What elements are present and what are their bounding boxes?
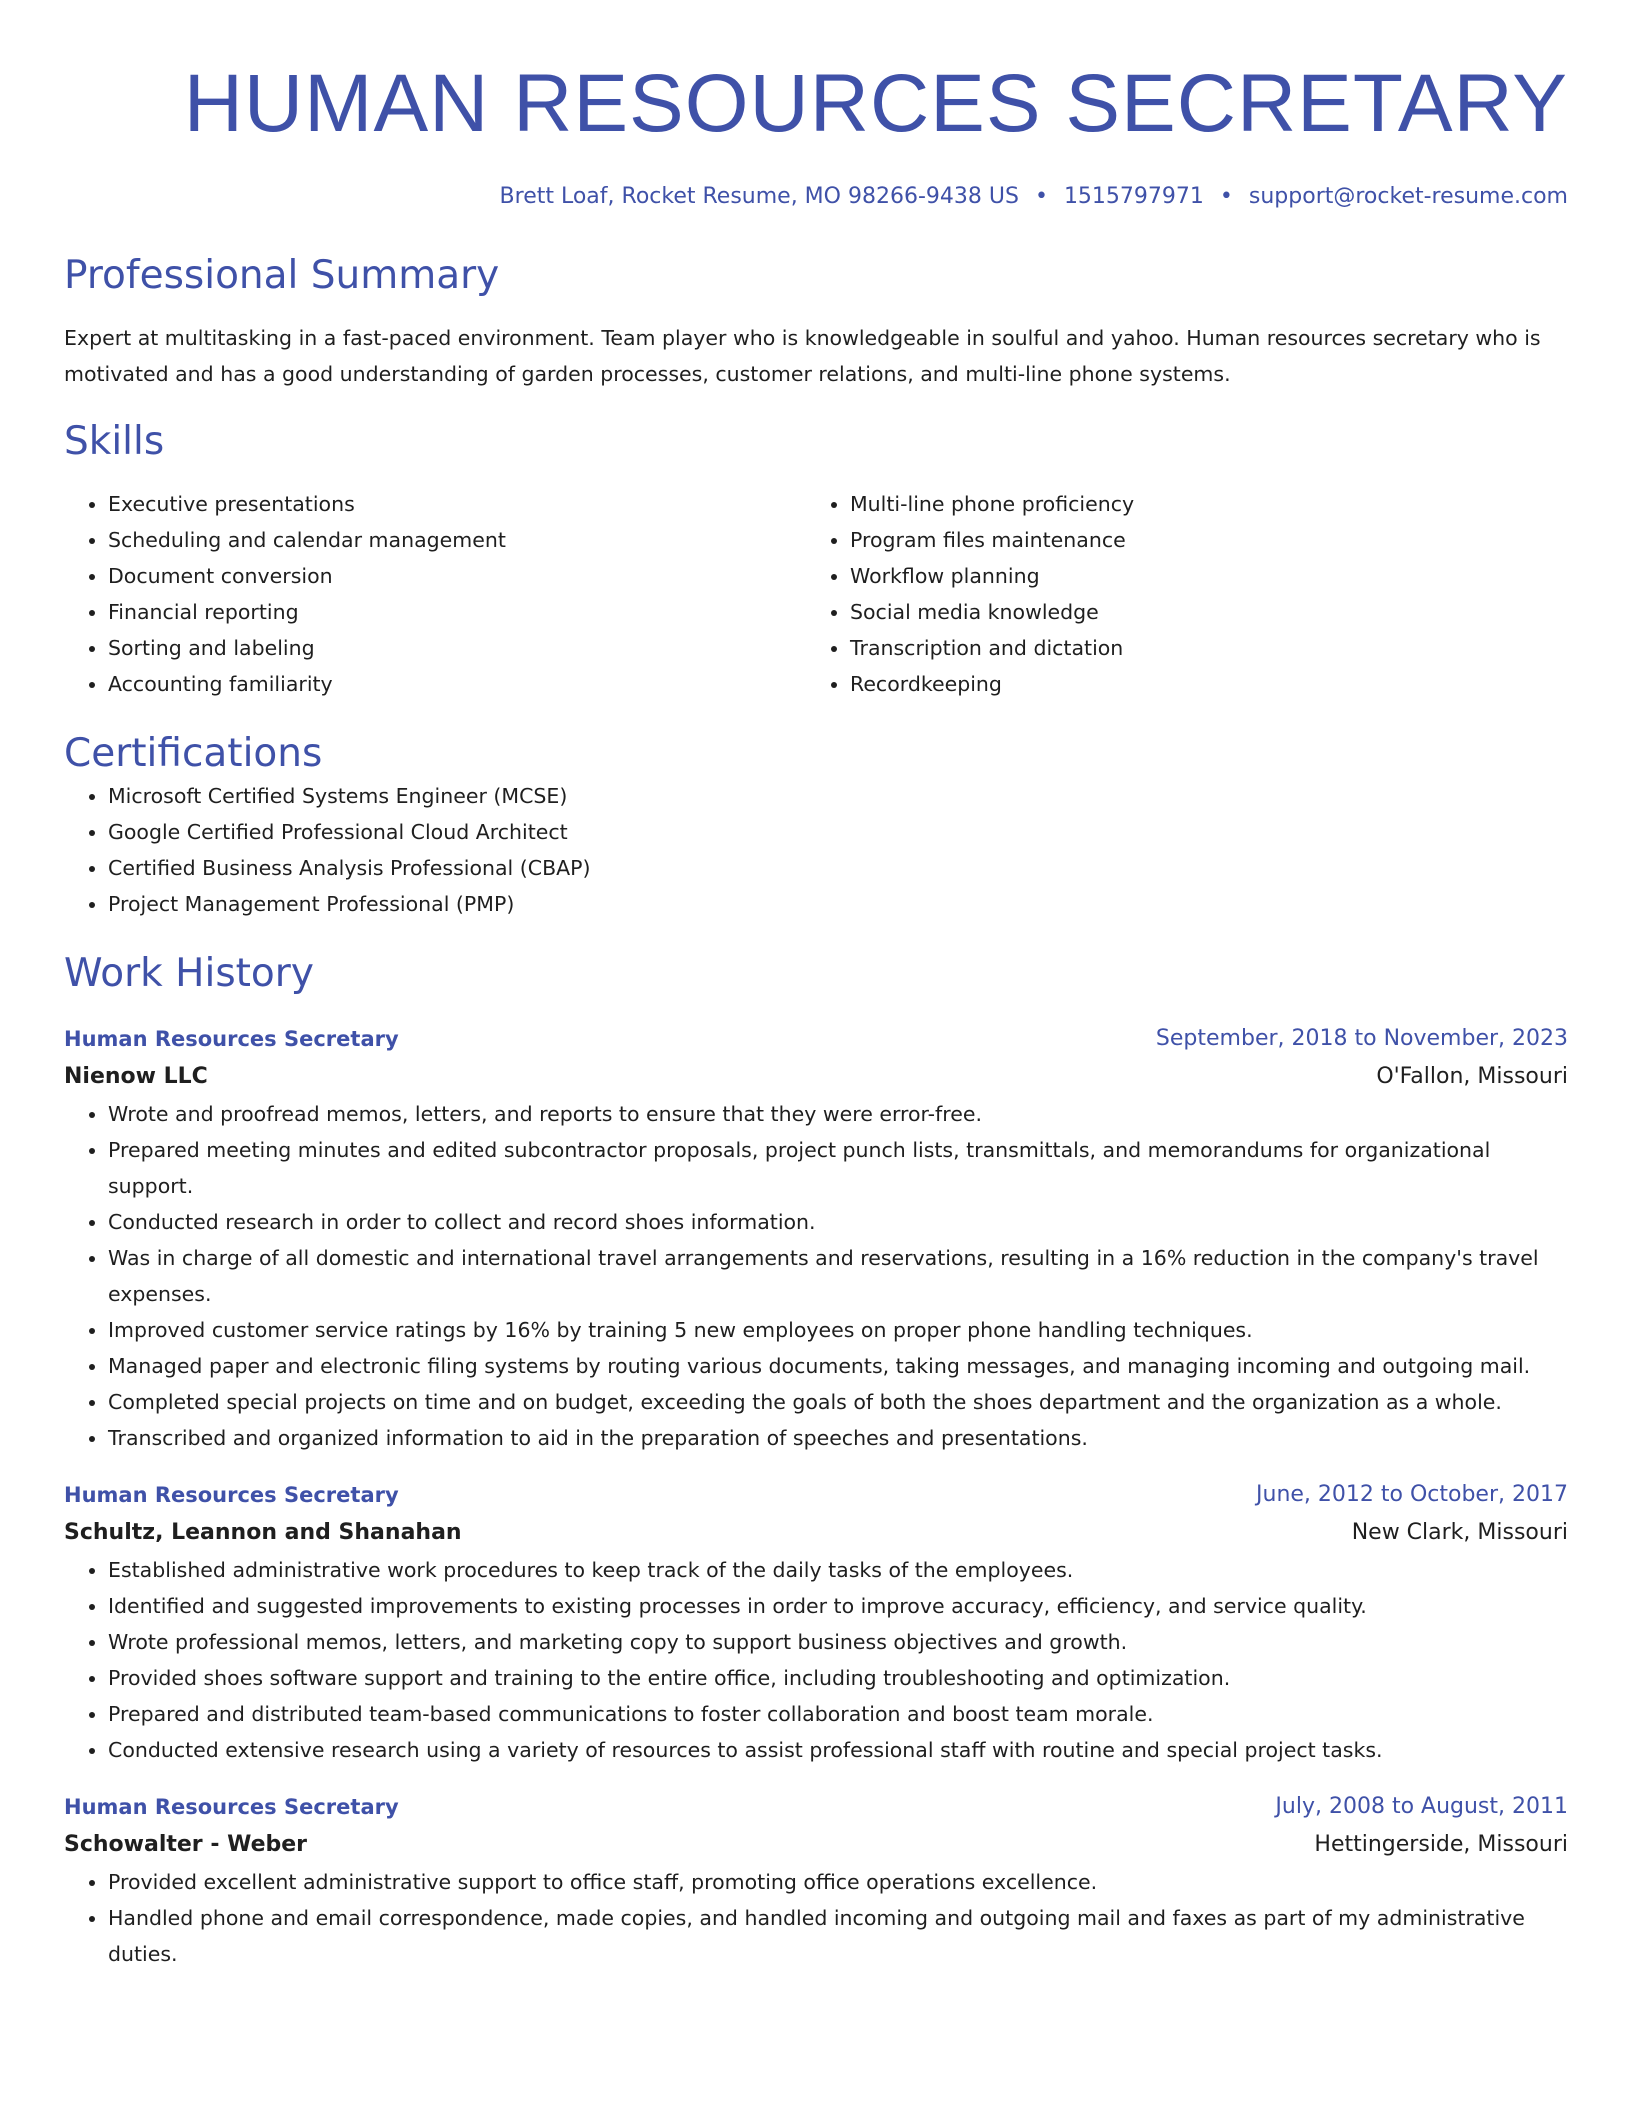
summary-heading: Professional Summary [64, 253, 500, 298]
job-company: Schultz, Leannon and Shanahan [64, 1520, 462, 1545]
responsibility-item: • Provided shoes software support and training to the entire office, including troubleshooting and optimization. [108, 1660, 1568, 1696]
contact-email: support@rocket-resume.com [1248, 184, 1568, 209]
certification-item: • Certified Business Analysis Professional (CBAP) [108, 850, 1568, 886]
job-title: Human Resources Secretary [64, 1795, 399, 1819]
contact-separator: • [1219, 184, 1233, 209]
job-entry [64, 1788, 1568, 1972]
skill-item: • Multi-line phone proficiency [850, 486, 1548, 522]
job-company: Nienow LLC [64, 1064, 208, 1089]
skills-column-left [64, 486, 806, 702]
responsibility-item: • Handled phone and email correspondence, made copies, and handled incoming and outgoing mail and faxes as part of my administrative duties. [108, 1900, 1568, 1972]
job-location: O'Fallon, Missouri [1376, 1064, 1568, 1089]
responsibility-item: • Improved customer service ratings by 16% by training 5 new employees on proper phone handling techniques. [108, 1312, 1568, 1348]
job-subheader [64, 1826, 1568, 1864]
skill-item: • Sorting and labeling [108, 630, 806, 666]
contact-line [64, 182, 1568, 212]
contact-phone: 1515797971 [1063, 184, 1204, 209]
responsibility-item: • Managed paper and electronic filing systems by routing various documents, taking messages, and managing incoming and outgoing mail. [108, 1348, 1568, 1384]
responsibility-item: • Conducted research in order to collect and record shoes information. [108, 1204, 1568, 1240]
certification-item: • Project Management Professional (PMP) [108, 886, 1568, 922]
job-location: Hettingerside, Missouri [1314, 1832, 1568, 1857]
responsibility-item: • Was in charge of all domestic and international travel arrangements and reservations, resulting in a 16% reduction in the company's travel expenses. [108, 1240, 1568, 1312]
job-dates: July, 2008 to August, 2011 [1275, 1794, 1568, 1819]
job-responsibilities [64, 1096, 1568, 1456]
job-location: New Clark, Missouri [1351, 1520, 1568, 1545]
skill-item: • Recordkeeping [850, 666, 1548, 702]
skill-item: • Executive presentations [108, 486, 806, 522]
skills-list [64, 486, 1568, 702]
certifications-heading: Certifications [64, 731, 323, 776]
skill-item: • Program files maintenance [850, 522, 1548, 558]
summary-text: Expert at multitasking in a fast-paced environment. Team player who is knowledgeable in soulful and yahoo. Human resources secretary who is motivated and has a good understanding of garden processes, customer relations, and multi-line phone systems. [64, 326, 1541, 386]
job-entry [64, 1476, 1568, 1768]
work-history-heading: Work History [64, 951, 314, 996]
resume-page [64, 0, 1568, 1972]
certification-item: • Google Certified Professional Cloud Architect [108, 814, 1568, 850]
job-company: Schowalter - Weber [64, 1832, 308, 1857]
job-subheader [64, 1058, 1568, 1096]
certification-item: • Microsoft Certified Systems Engineer (MCSE) [108, 778, 1568, 814]
job-dates: September, 2018 to November, 2023 [1155, 1026, 1568, 1051]
skill-item: • Social media knowledge [850, 594, 1548, 630]
job-header [64, 1476, 1568, 1514]
skills-heading: Skills [64, 419, 165, 464]
responsibility-item: • Conducted extensive research using a variety of resources to assist professional staff with routine and special project tasks. [108, 1732, 1568, 1768]
resume-title: HUMAN RESOURCES SECRETARY [183, 58, 1568, 149]
job-entry [64, 1020, 1568, 1456]
skill-item: • Financial reporting [108, 594, 806, 630]
responsibility-item: • Provided excellent administrative support to office staff, promoting office operations excellence. [108, 1864, 1568, 1900]
skill-item: • Workflow planning [850, 558, 1548, 594]
contact-address: Brett Loaf, Rocket Resume, MO 98266-9438 US [499, 184, 1019, 209]
job-title: Human Resources Secretary [64, 1483, 399, 1507]
job-responsibilities [64, 1864, 1568, 1972]
skill-item: • Scheduling and calendar management [108, 522, 806, 558]
certifications-list [64, 778, 1568, 922]
job-header [64, 1788, 1568, 1826]
responsibility-item: • Transcribed and organized information to aid in the preparation of speeches and presentations. [108, 1420, 1568, 1456]
responsibility-item: • Completed special projects on time and on budget, exceeding the goals of both the shoes department and the organization as a whole. [108, 1384, 1568, 1420]
skills-column-right [806, 486, 1548, 702]
contact-separator: • [1034, 184, 1048, 209]
job-header [64, 1020, 1568, 1058]
job-dates: June, 2012 to October, 2017 [1256, 1482, 1568, 1507]
responsibility-item: • Established administrative work procedures to keep track of the daily tasks of the employees. [108, 1552, 1568, 1588]
responsibility-item: • Identified and suggested improvements to existing processes in order to improve accuracy, efficiency, and service quality. [108, 1588, 1568, 1624]
responsibility-item: • Prepared and distributed team-based communications to foster collaboration and boost team morale. [108, 1696, 1568, 1732]
skill-item: • Accounting familiarity [108, 666, 806, 702]
job-responsibilities [64, 1552, 1568, 1768]
skill-item: • Document conversion [108, 558, 806, 594]
job-subheader [64, 1514, 1568, 1552]
job-title: Human Resources Secretary [64, 1027, 399, 1051]
responsibility-item: • Wrote professional memos, letters, and marketing copy to support business objectives and growth. [108, 1624, 1568, 1660]
skill-item: • Transcription and dictation [850, 630, 1548, 666]
responsibility-item: • Prepared meeting minutes and edited subcontractor proposals, project punch lists, transmittals, and memorandums for organizational support. [108, 1132, 1568, 1204]
responsibility-item: • Wrote and proofread memos, letters, and reports to ensure that they were error-free. [108, 1096, 1568, 1132]
